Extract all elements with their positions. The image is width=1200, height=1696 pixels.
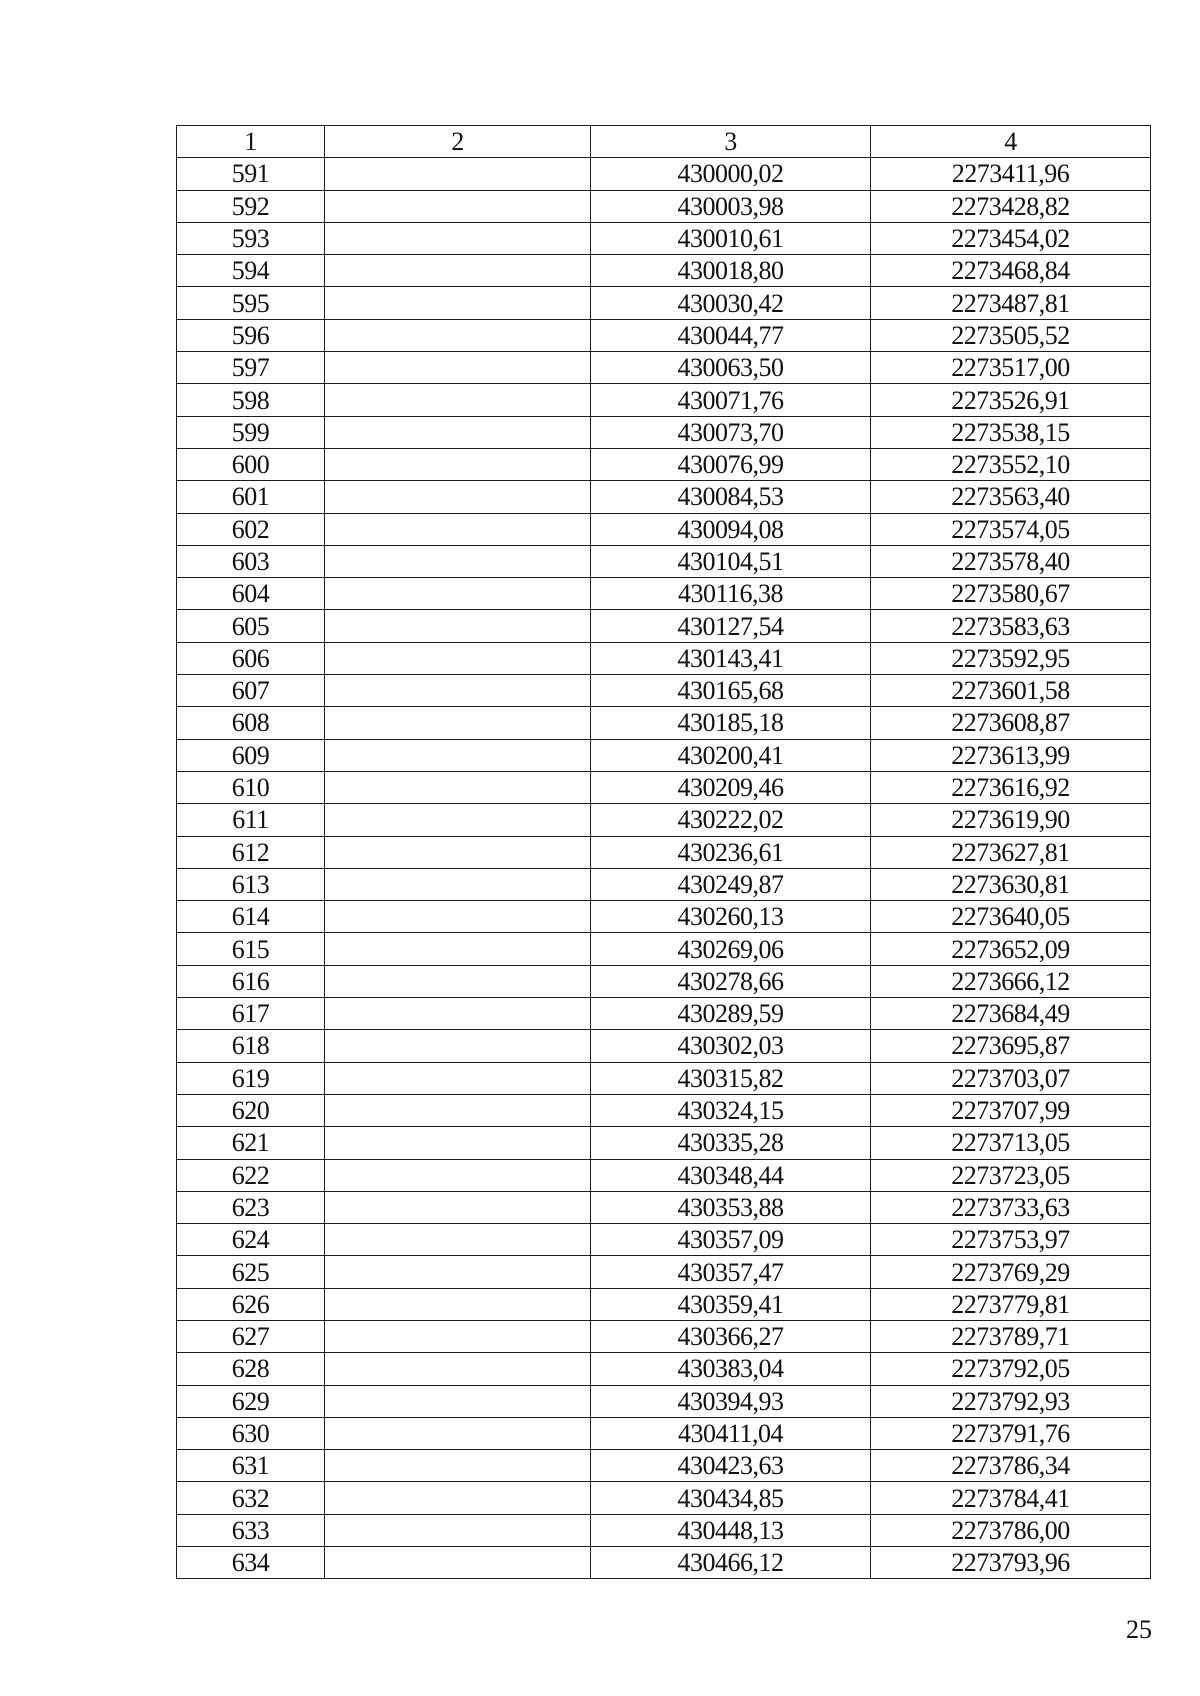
table-cell-col-1: 634	[177, 1547, 325, 1579]
table-row	[177, 1256, 1151, 1288]
table-cell-col-1: 603	[177, 545, 325, 577]
table-cell-col-3: 430185,18	[591, 707, 871, 739]
table-row	[177, 965, 1151, 997]
table-cell-col-4: 2273779,81	[871, 1288, 1151, 1320]
table-cell-col-2	[325, 642, 591, 674]
table-cell-col-2	[325, 416, 591, 448]
table-row	[177, 1030, 1151, 1062]
table-cell-col-1: 596	[177, 319, 325, 351]
table-cell-col-4: 2273786,34	[871, 1450, 1151, 1482]
table-cell-col-2	[325, 158, 591, 190]
table-cell-col-4: 2273792,93	[871, 1385, 1151, 1417]
table-cell-col-3: 430466,12	[591, 1547, 871, 1579]
table-cell-col-4: 2273792,05	[871, 1353, 1151, 1385]
table-cell-col-2	[325, 1094, 591, 1126]
table-row	[177, 384, 1151, 416]
table-cell-col-2	[325, 1191, 591, 1223]
table-cell-col-1: 601	[177, 481, 325, 513]
table-cell-col-1: 615	[177, 933, 325, 965]
table-cell-col-2	[325, 707, 591, 739]
table-cell-col-2	[325, 1127, 591, 1159]
table-cell-col-1: 625	[177, 1256, 325, 1288]
table-cell-col-4: 2273652,09	[871, 933, 1151, 965]
table-cell-col-2	[325, 222, 591, 254]
table-cell-col-1: 599	[177, 416, 325, 448]
table-cell-col-3: 430044,77	[591, 319, 871, 351]
table-cell-col-2	[325, 1062, 591, 1094]
table-row	[177, 1288, 1151, 1320]
table-cell-col-4: 2273619,90	[871, 804, 1151, 836]
table-cell-col-1: 612	[177, 836, 325, 868]
header-cell-col-1: 1	[177, 126, 325, 158]
table-cell-col-3: 430335,28	[591, 1127, 871, 1159]
table-row	[177, 1417, 1151, 1449]
table-cell-col-3: 430003,98	[591, 190, 871, 222]
table-cell-col-1: 593	[177, 222, 325, 254]
table-cell-col-3: 430394,93	[591, 1385, 871, 1417]
table-cell-col-3: 430383,04	[591, 1353, 871, 1385]
table-cell-col-1: 616	[177, 965, 325, 997]
page-number: 25	[1126, 1615, 1152, 1644]
table-cell-col-2	[325, 1353, 591, 1385]
table-cell-col-1: 605	[177, 610, 325, 642]
table-row	[177, 804, 1151, 836]
table-row	[177, 319, 1151, 351]
table-cell-col-2	[325, 287, 591, 319]
table-cell-col-3: 430209,46	[591, 771, 871, 803]
table-cell-col-1: 628	[177, 1353, 325, 1385]
header-cell-col-2: 2	[325, 126, 591, 158]
table-cell-col-4: 2273789,71	[871, 1320, 1151, 1352]
table-body	[177, 158, 1151, 1579]
table-cell-col-2	[325, 1482, 591, 1514]
table-cell-col-2	[325, 578, 591, 610]
table-cell-col-2	[325, 255, 591, 287]
table-cell-col-2	[325, 481, 591, 513]
table-cell-col-2	[325, 933, 591, 965]
table-cell-col-4: 2273608,87	[871, 707, 1151, 739]
table-row	[177, 707, 1151, 739]
table-cell-col-2	[325, 384, 591, 416]
table-cell-col-2	[325, 610, 591, 642]
table-cell-col-1: 609	[177, 739, 325, 771]
table-cell-col-3: 430269,06	[591, 933, 871, 965]
table-cell-col-2	[325, 1320, 591, 1352]
table-cell-col-3: 430127,54	[591, 610, 871, 642]
table-cell-col-3: 430222,02	[591, 804, 871, 836]
table-cell-col-2	[325, 965, 591, 997]
table-header-row	[177, 126, 1151, 158]
table-cell-col-4: 2273487,81	[871, 287, 1151, 319]
table-cell-col-1: 606	[177, 642, 325, 674]
table-cell-col-4: 2273574,05	[871, 513, 1151, 545]
table-cell-col-3: 430324,15	[591, 1094, 871, 1126]
table-cell-col-3: 430357,09	[591, 1224, 871, 1256]
table-cell-col-1: 630	[177, 1417, 325, 1449]
table-cell-col-3: 430143,41	[591, 642, 871, 674]
table-cell-col-3: 430165,68	[591, 675, 871, 707]
table-cell-col-4: 2273583,63	[871, 610, 1151, 642]
table-cell-col-3: 430448,13	[591, 1514, 871, 1546]
table-cell-col-4: 2273630,81	[871, 868, 1151, 900]
table-cell-col-2	[325, 1030, 591, 1062]
table-cell-col-2	[325, 352, 591, 384]
table-row	[177, 222, 1151, 254]
table-row	[177, 287, 1151, 319]
table-row	[177, 933, 1151, 965]
table-cell-col-3: 430249,87	[591, 868, 871, 900]
table-cell-col-3: 430018,80	[591, 255, 871, 287]
table-cell-col-3: 430104,51	[591, 545, 871, 577]
table-cell-col-3: 430073,70	[591, 416, 871, 448]
table-cell-col-1: 611	[177, 804, 325, 836]
table-cell-col-2	[325, 1417, 591, 1449]
table-cell-col-2	[325, 836, 591, 868]
table-cell-col-3: 430236,61	[591, 836, 871, 868]
table-cell-col-3: 430071,76	[591, 384, 871, 416]
table-cell-col-1: 631	[177, 1450, 325, 1482]
table-cell-col-4: 2273640,05	[871, 901, 1151, 933]
table-cell-col-3: 430289,59	[591, 998, 871, 1030]
table-cell-col-4: 2273786,00	[871, 1514, 1151, 1546]
table-row	[177, 1191, 1151, 1223]
table-cell-col-3: 430411,04	[591, 1417, 871, 1449]
table-cell-col-4: 2273784,41	[871, 1482, 1151, 1514]
table-cell-col-1: 629	[177, 1385, 325, 1417]
table-row	[177, 1127, 1151, 1159]
table-row	[177, 901, 1151, 933]
table-cell-col-4: 2273563,40	[871, 481, 1151, 513]
table-row	[177, 836, 1151, 868]
table-row	[177, 1320, 1151, 1352]
table-row	[177, 1062, 1151, 1094]
table-row	[177, 868, 1151, 900]
table-row	[177, 1353, 1151, 1385]
table-row	[177, 675, 1151, 707]
table-cell-col-4: 2273616,92	[871, 771, 1151, 803]
table-cell-col-1: 622	[177, 1159, 325, 1191]
table-cell-col-2	[325, 1450, 591, 1482]
table-cell-col-4: 2273684,49	[871, 998, 1151, 1030]
table-cell-col-2	[325, 545, 591, 577]
table-cell-col-2	[325, 998, 591, 1030]
table-cell-col-3: 430094,08	[591, 513, 871, 545]
table-cell-col-4: 2273791,76	[871, 1417, 1151, 1449]
table-cell-col-2	[325, 513, 591, 545]
table-row	[177, 158, 1151, 190]
table-cell-col-4: 2273526,91	[871, 384, 1151, 416]
table-cell-col-3: 430353,88	[591, 1191, 871, 1223]
table-row	[177, 190, 1151, 222]
table-cell-col-3: 430084,53	[591, 481, 871, 513]
table-cell-col-4: 2273538,15	[871, 416, 1151, 448]
table-cell-col-2	[325, 319, 591, 351]
header-cell-col-4: 4	[871, 126, 1151, 158]
table-cell-col-2	[325, 771, 591, 803]
table-cell-col-2	[325, 190, 591, 222]
table-cell-col-1: 594	[177, 255, 325, 287]
table-cell-col-3: 430063,50	[591, 352, 871, 384]
table-cell-col-3: 430200,41	[591, 739, 871, 771]
table-cell-col-1: 604	[177, 578, 325, 610]
table-cell-col-1: 595	[177, 287, 325, 319]
table-cell-col-1: 598	[177, 384, 325, 416]
table-cell-col-1: 632	[177, 1482, 325, 1514]
table-row	[177, 1385, 1151, 1417]
table-cell-col-1: 607	[177, 675, 325, 707]
table-cell-col-3: 430434,85	[591, 1482, 871, 1514]
table-row	[177, 255, 1151, 287]
table-cell-col-4: 2273703,07	[871, 1062, 1151, 1094]
table-cell-col-2	[325, 1256, 591, 1288]
table-cell-col-1: 613	[177, 868, 325, 900]
table-row	[177, 771, 1151, 803]
table-cell-col-4: 2273580,67	[871, 578, 1151, 610]
table-row	[177, 352, 1151, 384]
table-cell-col-2	[325, 1224, 591, 1256]
table-cell-col-4: 2273707,99	[871, 1094, 1151, 1126]
table-cell-col-1: 619	[177, 1062, 325, 1094]
table-row	[177, 481, 1151, 513]
table-row	[177, 578, 1151, 610]
table-row	[177, 545, 1151, 577]
table-cell-col-3: 430010,61	[591, 222, 871, 254]
table-row	[177, 1094, 1151, 1126]
table-cell-col-1: 621	[177, 1127, 325, 1159]
table-row	[177, 448, 1151, 480]
table-cell-col-4: 2273666,12	[871, 965, 1151, 997]
table-cell-col-4: 2273753,97	[871, 1224, 1151, 1256]
table-row	[177, 1224, 1151, 1256]
table-cell-col-4: 2273713,05	[871, 1127, 1151, 1159]
table-cell-col-1: 614	[177, 901, 325, 933]
table-row	[177, 739, 1151, 771]
table-cell-col-4: 2273627,81	[871, 836, 1151, 868]
table-cell-col-4: 2273733,63	[871, 1191, 1151, 1223]
table-cell-col-2	[325, 901, 591, 933]
table-cell-col-2	[325, 868, 591, 900]
table-cell-col-2	[325, 448, 591, 480]
table-cell-col-1: 633	[177, 1514, 325, 1546]
table-cell-col-4: 2273578,40	[871, 545, 1151, 577]
table-cell-col-3: 430116,38	[591, 578, 871, 610]
table-cell-col-3: 430315,82	[591, 1062, 871, 1094]
table-row	[177, 1450, 1151, 1482]
table-cell-col-2	[325, 1159, 591, 1191]
table-cell-col-1: 617	[177, 998, 325, 1030]
table-cell-col-1: 602	[177, 513, 325, 545]
table-cell-col-1: 627	[177, 1320, 325, 1352]
table-cell-col-3: 430076,99	[591, 448, 871, 480]
table-cell-col-3: 430348,44	[591, 1159, 871, 1191]
table-row	[177, 998, 1151, 1030]
table-cell-col-3: 430030,42	[591, 287, 871, 319]
table-cell-col-4: 2273793,96	[871, 1547, 1151, 1579]
table-cell-col-3: 430359,41	[591, 1288, 871, 1320]
table-cell-col-2	[325, 675, 591, 707]
table-cell-col-4: 2273613,99	[871, 739, 1151, 771]
table-cell-col-3: 430260,13	[591, 901, 871, 933]
table-cell-col-1: 597	[177, 352, 325, 384]
coordinates-table	[176, 125, 1151, 1579]
table-cell-col-1: 600	[177, 448, 325, 480]
table-row	[177, 513, 1151, 545]
table-cell-col-1: 623	[177, 1191, 325, 1223]
table-cell-col-4: 2273592,95	[871, 642, 1151, 674]
table-cell-col-2	[325, 739, 591, 771]
table-cell-col-2	[325, 1514, 591, 1546]
table-cell-col-3: 430366,27	[591, 1320, 871, 1352]
table-cell-col-2	[325, 804, 591, 836]
table-cell-col-4: 2273695,87	[871, 1030, 1151, 1062]
table-cell-col-4: 2273428,82	[871, 190, 1151, 222]
table-row	[177, 1547, 1151, 1579]
table-cell-col-4: 2273552,10	[871, 448, 1151, 480]
table-cell-col-3: 430278,66	[591, 965, 871, 997]
table-cell-col-1: 618	[177, 1030, 325, 1062]
table-cell-col-1: 608	[177, 707, 325, 739]
table-row	[177, 1482, 1151, 1514]
table-row	[177, 642, 1151, 674]
table-cell-col-3: 430302,03	[591, 1030, 871, 1062]
table-cell-col-1: 626	[177, 1288, 325, 1320]
table-cell-col-4: 2273454,02	[871, 222, 1151, 254]
table-row	[177, 1514, 1151, 1546]
table-cell-col-2	[325, 1288, 591, 1320]
table-cell-col-2	[325, 1385, 591, 1417]
table-row	[177, 610, 1151, 642]
table-cell-col-4: 2273468,84	[871, 255, 1151, 287]
table-cell-col-1: 624	[177, 1224, 325, 1256]
table-cell-col-4: 2273723,05	[871, 1159, 1151, 1191]
table-cell-col-1: 610	[177, 771, 325, 803]
header-cell-col-3: 3	[591, 126, 871, 158]
table-cell-col-1: 592	[177, 190, 325, 222]
table-cell-col-3: 430000,02	[591, 158, 871, 190]
table-cell-col-4: 2273769,29	[871, 1256, 1151, 1288]
table-cell-col-4: 2273411,96	[871, 158, 1151, 190]
table-cell-col-1: 591	[177, 158, 325, 190]
table-cell-col-4: 2273505,52	[871, 319, 1151, 351]
table-cell-col-3: 430357,47	[591, 1256, 871, 1288]
table-cell-col-2	[325, 1547, 591, 1579]
table-cell-col-3: 430423,63	[591, 1450, 871, 1482]
table-cell-col-1: 620	[177, 1094, 325, 1126]
table-cell-col-4: 2273601,58	[871, 675, 1151, 707]
table-row	[177, 416, 1151, 448]
table-row	[177, 1159, 1151, 1191]
table-cell-col-4: 2273517,00	[871, 352, 1151, 384]
